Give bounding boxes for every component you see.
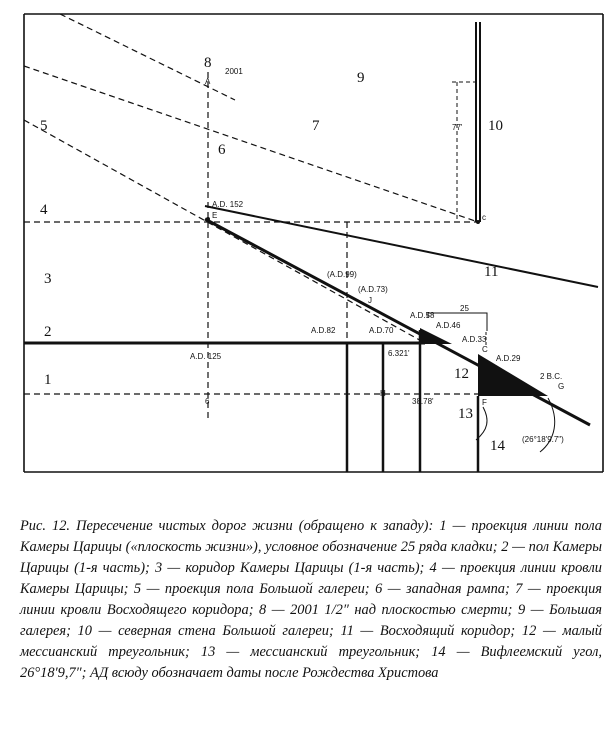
- label-point-h: H: [380, 389, 386, 398]
- label-point-f: F: [482, 398, 487, 407]
- label-ad73: (A.D.73): [358, 285, 388, 294]
- line-grand-gallery: [205, 206, 598, 287]
- label-ad99: (A.D.99): [327, 270, 357, 279]
- figure-caption: Рис. 12. Пересечение чистых дорог жизни (обращено к западу): 1 — проекция линии пола Камеры Царицы («плоскость жизни»), условное обозначение 25 ряда кладки; 2 — пол Камеры Царицы (1-я часть); 3 — коридор Камеры Царицы (1-я часть); 4 — проекция линии кровли Камеры Царицы; 5 — проекция пола Большой галереи; 6 — западная рампа; 7 — проекция линии кровли Восходящего коридора; 8 — 2001 1/2″ над плоскостью смерти; 9 — Большая галерея; 10 — северная стена Большой галереи; 11 — Восходящий коридор; 12 — малый мессианский треугольник; 13 — мессианский треугольник; 14 — Вифлеемский угол, 26°18′9,7″; АД всюду обозначает даты после Рождества Христова: [20, 518, 602, 681]
- label-number-9: 9: [357, 70, 365, 86]
- label-number-11: 11: [484, 264, 499, 280]
- label-point-g: G: [558, 382, 565, 391]
- label-point-j: J: [368, 296, 372, 305]
- label-77: 77': [452, 123, 463, 132]
- label-number-2: 2: [44, 324, 52, 340]
- label-number-6-west-ramp: 6: [205, 397, 210, 406]
- label-ad70: A.D.70: [369, 326, 394, 335]
- point-e-marker: [206, 217, 210, 221]
- label-number-12: 12: [454, 366, 469, 382]
- label-2bc: 2 B.C.: [540, 372, 563, 381]
- label-bethlehem-angle: (26°18'9.7"): [522, 435, 564, 444]
- label-ad82: A.D.82: [311, 326, 336, 335]
- label-number-6: 6: [218, 142, 226, 158]
- label-point-c-top: c: [482, 213, 486, 222]
- label-number-3: 3: [44, 271, 52, 287]
- label-number-5: 5: [40, 118, 48, 134]
- label-number-14: 14: [490, 438, 505, 454]
- label-point-c: C: [482, 345, 488, 354]
- label-25: 25: [460, 304, 469, 313]
- line-7-passage-roof: [24, 66, 478, 222]
- label-number-7: 7: [312, 118, 320, 134]
- label-number-1: 1: [44, 372, 52, 388]
- label-ad33: A.D.33: [462, 335, 487, 344]
- label-number-10: 10: [488, 118, 503, 134]
- label-number-4: 4: [40, 202, 48, 218]
- label-number-8: 8: [204, 55, 212, 71]
- label-angle-3878: 38.78': [412, 397, 434, 406]
- label-ad58: A.D.58: [410, 311, 435, 320]
- point-c-marker: [476, 220, 480, 224]
- label-number-13: 13: [458, 406, 473, 422]
- small-messianic-triangle: [420, 328, 452, 344]
- label-angle-6321: 6.321': [388, 349, 410, 358]
- label-point-a: A: [205, 77, 211, 86]
- label-ad29: A.D.29: [496, 354, 521, 363]
- label-ad125: A.D. 125: [190, 352, 222, 361]
- label-ad152: A.D. 152: [212, 200, 244, 209]
- label-2001: 2001: [225, 67, 243, 76]
- label-point-e: E: [212, 211, 218, 220]
- label-ad46: A.D.46: [436, 321, 461, 330]
